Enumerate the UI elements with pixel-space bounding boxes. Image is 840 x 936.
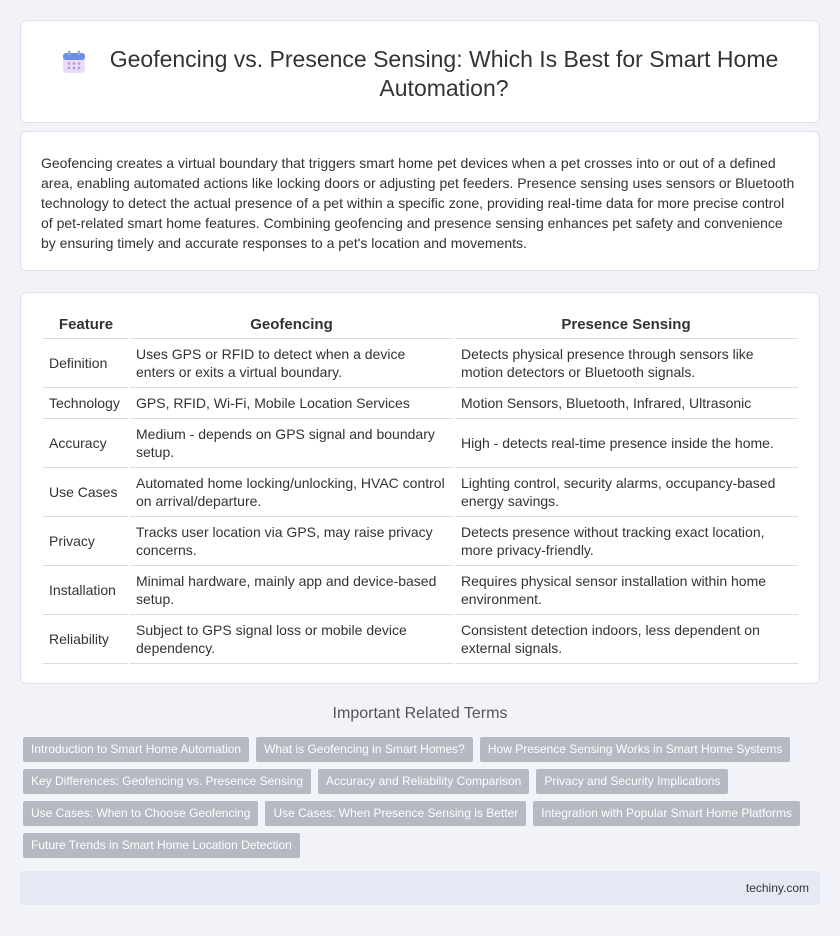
presence-sensing-cell: Detects physical presence through sensors like motion detectors or Bluetooth signals. xyxy=(454,338,798,387)
table-row xyxy=(43,565,798,614)
feature-cell: Technology xyxy=(43,387,129,418)
intro-paragraph: Geofencing creates a virtual boundary that triggers smart home pet devices when a pet crosses into or out of a defined area, enabling automated actions like locking doors or adjusting pet feeders. Presence sensing uses sensors or Bluetooth technology to detect the actual presence of a pet within a specific zone, providing real-time data for more precise control of pet-related smart home features. Combining geofencing and presence sensing enhances pet safety and convenience by ensuring timely and accurate responses to a pet's location and movements. xyxy=(41,155,795,251)
related-terms-title: Important Related Terms xyxy=(332,705,508,722)
footer xyxy=(20,871,820,905)
presence-sensing-cell: High - detects real-time presence inside the home. xyxy=(454,418,798,467)
geofencing-cell: Automated home locking/unlocking, HVAC control on arrival/departure. xyxy=(129,467,454,516)
related-terms-list xyxy=(23,737,823,865)
column-header-presence-sensing: Presence Sensing xyxy=(454,314,798,338)
presence-sensing-cell: Lighting control, security alarms, occupancy-based energy savings. xyxy=(454,467,798,516)
related-term-tag[interactable]: Future Trends in Smart Home Location Detection xyxy=(23,833,300,858)
footer-site-link[interactable]: techiny.com xyxy=(745,881,809,895)
related-term-tag[interactable]: Privacy and Security Implications xyxy=(536,769,728,794)
presence-sensing-cell: Consistent detection indoors, less dependent on external signals. xyxy=(454,614,798,663)
column-header-feature: Feature xyxy=(43,314,129,338)
related-term-tag[interactable]: Introduction to Smart Home Automation xyxy=(23,737,249,762)
related-term-tag[interactable]: Key Differences: Geofencing vs. Presence Sensing xyxy=(23,769,311,794)
feature-cell: Installation xyxy=(43,565,129,614)
related-term-tag[interactable]: How Presence Sensing Works in Smart Home Systems xyxy=(480,737,791,762)
table-row xyxy=(43,516,798,565)
table-row xyxy=(43,614,798,663)
geofencing-cell: GPS, RFID, Wi-Fi, Mobile Location Services xyxy=(129,387,454,418)
header-card xyxy=(20,20,820,123)
related-term-tag[interactable]: Integration with Popular Smart Home Platforms xyxy=(533,801,800,826)
column-header-geofencing: Geofencing xyxy=(129,314,454,338)
related-term-tag[interactable]: Use Cases: When Presence Sensing is Better xyxy=(265,801,526,826)
feature-cell: Accuracy xyxy=(43,418,129,467)
presence-sensing-cell: Requires physical sensor installation within home environment. xyxy=(454,565,798,614)
comparison-table-card xyxy=(20,292,820,684)
feature-cell: Privacy xyxy=(43,516,129,565)
page-title: Geofencing vs. Presence Sensing: Which Is Best for Smart Home Automation? xyxy=(109,46,779,101)
feature-cell: Definition xyxy=(43,338,129,387)
table-row xyxy=(43,387,798,418)
geofencing-cell: Tracks user location via GPS, may raise privacy concerns. xyxy=(129,516,454,565)
table-header-row xyxy=(43,314,798,338)
related-term-tag[interactable]: What is Geofencing in Smart Homes? xyxy=(256,737,473,762)
related-term-tag[interactable]: Use Cases: When to Choose Geofencing xyxy=(23,801,258,826)
presence-sensing-cell: Detects presence without tracking exact location, more privacy-friendly. xyxy=(454,516,798,565)
table-row xyxy=(43,338,798,387)
feature-cell: Reliability xyxy=(43,614,129,663)
geofencing-cell: Uses GPS or RFID to detect when a device enters or exits a virtual boundary. xyxy=(129,338,454,387)
comparison-table xyxy=(43,314,798,664)
geofencing-cell: Subject to GPS signal loss or mobile device dependency. xyxy=(129,614,454,663)
calendar-icon xyxy=(61,49,87,75)
geofencing-cell: Minimal hardware, mainly app and device-based setup. xyxy=(129,565,454,614)
related-term-tag[interactable]: Accuracy and Reliability Comparison xyxy=(318,769,529,794)
presence-sensing-cell: Motion Sensors, Bluetooth, Infrared, Ultrasonic xyxy=(454,387,798,418)
table-row xyxy=(43,467,798,516)
table-row xyxy=(43,418,798,467)
intro-card xyxy=(20,131,820,271)
feature-cell: Use Cases xyxy=(43,467,129,516)
geofencing-cell: Medium - depends on GPS signal and boundary setup. xyxy=(129,418,454,467)
